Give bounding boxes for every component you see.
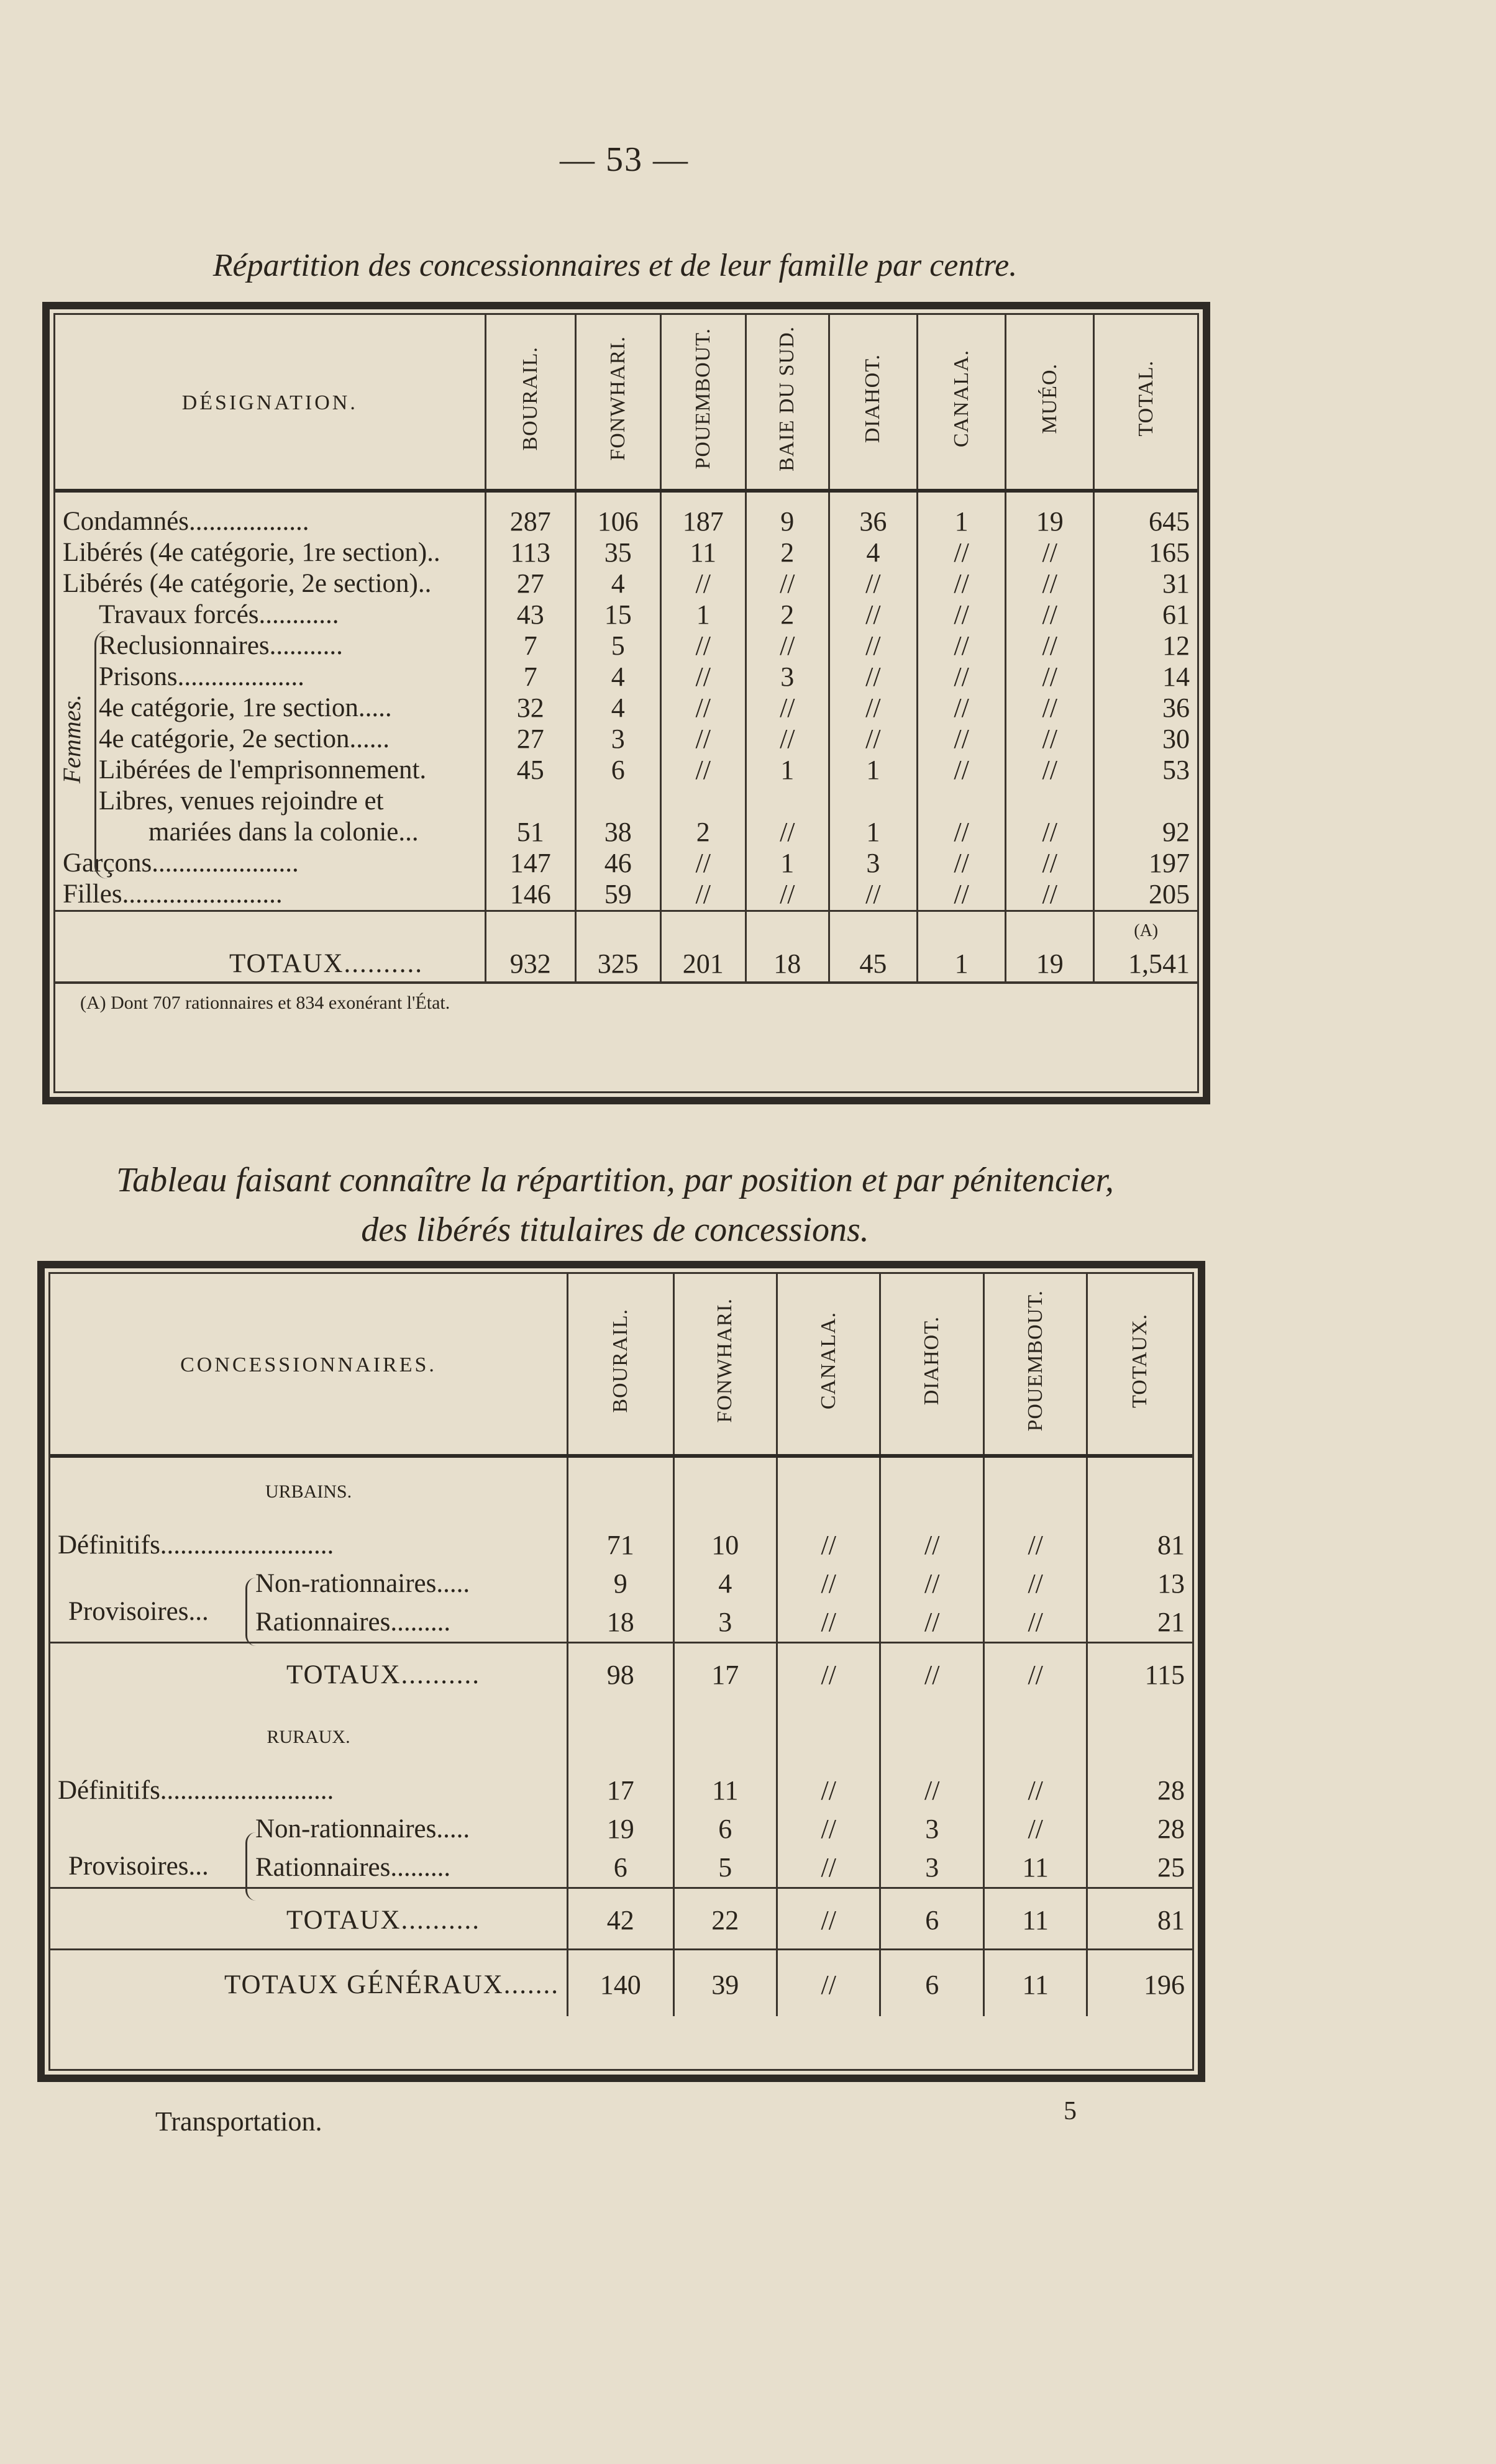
cell-value: // <box>777 1950 880 2017</box>
cell-value: 36 <box>829 491 917 537</box>
cell-value: // <box>777 1603 880 1643</box>
cell-value: // <box>660 693 746 724</box>
cell-value: // <box>746 879 829 911</box>
ruraux-definitifs <box>50 1771 1192 1810</box>
cell-value: 9 <box>568 1565 674 1603</box>
col-bourail: BOURAIL. <box>485 315 575 491</box>
spacer <box>983 1456 1087 1526</box>
cell-value: 36 <box>1094 693 1197 724</box>
spacer <box>1087 1456 1192 1526</box>
cell-value: // <box>660 661 746 693</box>
spacer <box>55 911 485 947</box>
cell-value: 106 <box>575 491 660 537</box>
cell-value: 2 <box>746 599 829 630</box>
cell-value: 1 <box>660 599 746 630</box>
cell-value: 1 <box>746 848 829 879</box>
col-diahot: DIAHOT. <box>829 315 917 491</box>
total-value: 18 <box>746 947 829 981</box>
cell-value: // <box>829 599 917 630</box>
table2-body <box>50 1456 1192 2016</box>
cell-value: 3 <box>575 724 660 755</box>
cell-value: // <box>1006 848 1094 879</box>
cell-value: 1 <box>829 755 917 786</box>
table2-inner <box>48 1272 1194 2071</box>
total-value: 1 <box>918 947 1006 981</box>
cell-value: 19 <box>568 1810 674 1848</box>
row-label: Libérés (4e catégorie, 2e section).. <box>63 569 432 598</box>
total-value: 932 <box>485 947 575 981</box>
ruraux-provisoires-label-brace <box>245 1832 256 1901</box>
ruraux-non-rationnaires <box>50 1810 1192 1848</box>
table1-row <box>55 491 1197 537</box>
cell-value: // <box>983 1810 1087 1848</box>
row-label: Filles........................ <box>63 880 283 909</box>
t2-col-diahot: DIAHOT. <box>880 1274 983 1456</box>
row-label: Condamnés.................. <box>63 507 309 536</box>
cell-value: 287 <box>485 491 575 537</box>
row-label: 4e catégorie, 2e section...... <box>99 724 390 753</box>
col-fonwhari: FONWHARI. <box>575 315 660 491</box>
cell-value: 10 <box>673 1526 777 1565</box>
urbains-totals <box>50 1643 1192 1704</box>
cell-value: 7 <box>485 630 575 661</box>
cell-value: // <box>1006 724 1094 755</box>
cell-value: // <box>777 1565 880 1603</box>
cell-value <box>575 786 660 817</box>
cell-value: 35 <box>575 537 660 568</box>
table1-title: Répartition des concessionnaires et de leur famille par centre. <box>212 248 1018 283</box>
cell-value: // <box>918 755 1006 786</box>
cell-value: 53 <box>1094 755 1197 786</box>
table1-totals-row <box>55 947 1197 981</box>
femmes-brace <box>94 630 107 879</box>
urbains-rationnaires-label: Rationnaires......... <box>255 1607 451 1637</box>
cell-value: // <box>777 1643 880 1704</box>
table2-title-line1: Tableau faisant connaître la répartition, par position et par pénitencier, <box>116 1161 1114 1199</box>
row-label: Libérées de l'emprisonnement. <box>99 755 427 784</box>
cell-value: // <box>1006 661 1094 693</box>
spacer <box>1087 1703 1192 1771</box>
cell-value: 46 <box>575 848 660 879</box>
cell-value: // <box>746 568 829 599</box>
cell-value: // <box>983 1771 1087 1810</box>
cell-value: 2 <box>746 537 829 568</box>
spacer <box>918 911 1006 947</box>
cell-value: // <box>829 630 917 661</box>
cell-value: 11 <box>660 537 746 568</box>
cell-value: 25 <box>1087 1848 1192 1888</box>
table1-row <box>55 599 1197 630</box>
spacer <box>568 1456 674 1526</box>
grand-totals <box>50 1950 1192 2017</box>
ruraux-non-rationnaires-label: Non-rationnaires..... <box>255 1814 470 1843</box>
cell-value: 4 <box>575 568 660 599</box>
row-label: Libérés (4e catégorie, 1re section).. <box>63 538 440 567</box>
cell-value: // <box>1006 630 1094 661</box>
ruraux-rationnaires <box>50 1848 1192 1888</box>
t2-col-totaux: TOTAUX. <box>1087 1274 1192 1456</box>
cell-value: 42 <box>568 1888 674 1950</box>
row-label: Travaux forcés............ <box>99 600 339 629</box>
cell-value: 11 <box>983 1848 1087 1888</box>
cell-value: // <box>777 1888 880 1950</box>
cell-value: 14 <box>1094 661 1197 693</box>
grand-totals-label: TOTAUX GÉNÉRAUX....... <box>50 1950 568 2017</box>
cell-value: 6 <box>673 1810 777 1848</box>
cell-value: 45 <box>485 755 575 786</box>
cell-value: 59 <box>575 879 660 911</box>
cell-value: 4 <box>575 661 660 693</box>
cell-value: 6 <box>880 1950 983 2017</box>
urbains-heading <box>50 1456 1192 1526</box>
cell-value: 61 <box>1094 599 1197 630</box>
cell-value: // <box>983 1565 1087 1603</box>
table2-header-row <box>50 1274 1192 1456</box>
cell-value: 28 <box>1087 1810 1192 1848</box>
col-pouembout: POUEMBOUT. <box>660 315 746 491</box>
footer-transportation: Transportation. <box>155 2106 322 2137</box>
cell-value: // <box>880 1643 983 1704</box>
cell-value: 197 <box>1094 848 1197 879</box>
cell-value: // <box>983 1643 1087 1704</box>
cell-value: // <box>660 879 746 911</box>
urbains-definitifs-label: Définitifs.......................... <box>58 1530 334 1560</box>
table1-inner <box>53 313 1199 1093</box>
cell-value: // <box>660 630 746 661</box>
cell-value: // <box>880 1603 983 1643</box>
cell-value: 11 <box>673 1771 777 1810</box>
cell-value: // <box>918 537 1006 568</box>
table1-row <box>55 568 1197 599</box>
urbains-heading-label: URBAINS. <box>265 1481 352 1502</box>
spacer <box>575 911 660 947</box>
cell-value: 38 <box>575 817 660 848</box>
total-value: 19 <box>1006 947 1094 981</box>
cell-value: 32 <box>485 693 575 724</box>
cell-value: 51 <box>485 817 575 848</box>
cell-value: // <box>660 724 746 755</box>
cell-value: // <box>746 724 829 755</box>
urbains-non-rationnaires <box>50 1565 1192 1603</box>
cell-value: // <box>777 1526 880 1565</box>
spacer <box>777 1703 880 1771</box>
cell-value: 4 <box>673 1565 777 1603</box>
table1-row <box>55 537 1197 568</box>
cell-value: 43 <box>485 599 575 630</box>
cell-value: 27 <box>485 724 575 755</box>
table2-title-line2: des libérés titulaires de concessions. <box>361 1211 869 1249</box>
cell-value: // <box>1006 817 1094 848</box>
cell-value: 19 <box>1006 491 1094 537</box>
col-total: TOTAL. <box>1094 315 1197 491</box>
table1-body <box>55 491 1197 981</box>
cell-value: 3 <box>673 1603 777 1643</box>
cell-value: 13 <box>1087 1565 1192 1603</box>
cell-value: 27 <box>485 568 575 599</box>
table1-frame <box>42 302 1210 1104</box>
cell-value: 4 <box>829 537 917 568</box>
cell-value: 113 <box>485 537 575 568</box>
cell-value: 3 <box>829 848 917 879</box>
cell-value: 645 <box>1094 491 1197 537</box>
cell-value: 15 <box>575 599 660 630</box>
row-label: Reclusionnaires........... <box>99 631 343 660</box>
total-value: 1,541 <box>1094 947 1197 981</box>
ruraux-provisoires-label: Provisoires... <box>68 1852 209 1881</box>
cell-value: // <box>660 755 746 786</box>
cell-value: // <box>746 630 829 661</box>
cell-value: 3 <box>880 1848 983 1888</box>
cell-value: 165 <box>1094 537 1197 568</box>
table1 <box>55 315 1197 981</box>
spacer <box>880 1703 983 1771</box>
cell-value: // <box>829 568 917 599</box>
cell-value: 12 <box>1094 630 1197 661</box>
cell-value: // <box>829 879 917 911</box>
cell-value <box>746 786 829 817</box>
cell-value <box>918 786 1006 817</box>
table1-note-row <box>55 911 1197 947</box>
cell-value: 146 <box>485 879 575 911</box>
cell-value: 3 <box>746 661 829 693</box>
cell-value: // <box>829 693 917 724</box>
cell-value: // <box>918 879 1006 911</box>
table2 <box>50 1274 1192 2016</box>
spacer <box>880 1456 983 1526</box>
cell-value <box>660 786 746 817</box>
cell-value: 2 <box>660 817 746 848</box>
cell-value: 39 <box>673 1950 777 2017</box>
row-label: Libres, venues rejoindre et <box>99 786 384 816</box>
cell-value: // <box>746 693 829 724</box>
cell-value: 22 <box>673 1888 777 1950</box>
cell-value: 81 <box>1087 1888 1192 1950</box>
spacer <box>746 911 829 947</box>
row-label: 4e catégorie, 1re section..... <box>99 693 392 722</box>
cell-value: // <box>1006 693 1094 724</box>
table1-row <box>55 724 1197 755</box>
cell-value: 115 <box>1087 1643 1192 1704</box>
cell-value: 4 <box>575 693 660 724</box>
concessionnaires-header: CONCESSIONNAIRES. <box>50 1274 568 1456</box>
table1-row <box>55 661 1197 693</box>
cell-value: // <box>777 1810 880 1848</box>
cell-value <box>485 786 575 817</box>
table1-row <box>55 817 1197 848</box>
cell-value: 6 <box>568 1848 674 1888</box>
cell-value: 187 <box>660 491 746 537</box>
cell-value: 31 <box>1094 568 1197 599</box>
total-note-marker: (A) <box>1094 911 1197 947</box>
femmes-label: Femmes. <box>58 694 86 784</box>
cell-value: 7 <box>485 661 575 693</box>
footer-sheet-number: 5 <box>1064 2097 1077 2125</box>
ruraux-totals-label: TOTAUX.......... <box>50 1888 568 1950</box>
total-value: 325 <box>575 947 660 981</box>
cell-value: // <box>660 568 746 599</box>
cell-value: 98 <box>568 1643 674 1704</box>
cell-value: // <box>1006 879 1094 911</box>
cell-value: // <box>880 1565 983 1603</box>
cell-value: 17 <box>673 1643 777 1704</box>
cell-value <box>829 786 917 817</box>
urbains-provisoires-label-brace <box>245 1578 256 1646</box>
spacer <box>673 1456 777 1526</box>
cell-value: // <box>918 568 1006 599</box>
urbains-provisoires-label: Provisoires... <box>68 1597 209 1626</box>
urbains-totals-label: TOTAUX.......... <box>50 1643 568 1704</box>
cell-value: 17 <box>568 1771 674 1810</box>
t2-col-bourail: BOURAIL. <box>568 1274 674 1456</box>
table1-footnote: (A) Dont 707 rationnaires et 834 exonérant l'État. <box>55 981 1197 1022</box>
cell-value: 71 <box>568 1526 674 1565</box>
total-value: 45 <box>829 947 917 981</box>
ruraux-definitifs-label: Définitifs.......................... <box>58 1776 334 1805</box>
cell-value: // <box>829 724 917 755</box>
urbains-non-rationnaires-label: Non-rationnaires..... <box>255 1569 470 1598</box>
cell-value: 1 <box>918 491 1006 537</box>
t2-col-pouembout: POUEMBOUT. <box>983 1274 1087 1456</box>
cell-value: 9 <box>746 491 829 537</box>
cell-value: // <box>918 724 1006 755</box>
cell-value: // <box>777 1848 880 1888</box>
row-label: mariées dans la colonie... <box>148 817 419 847</box>
cell-value: 205 <box>1094 879 1197 911</box>
designation-header: DÉSIGNATION. <box>55 315 485 491</box>
table1-header-row <box>55 315 1197 491</box>
ruraux-heading <box>50 1703 1192 1771</box>
cell-value: 28 <box>1087 1771 1192 1810</box>
spacer <box>485 911 575 947</box>
total-value: 201 <box>660 947 746 981</box>
cell-value: 92 <box>1094 817 1197 848</box>
cell-value: 147 <box>485 848 575 879</box>
page-number: — 53 — <box>560 140 689 179</box>
cell-value: 140 <box>568 1950 674 2017</box>
cell-value: 11 <box>983 1950 1087 2017</box>
cell-value: 18 <box>568 1603 674 1643</box>
cell-value: 30 <box>1094 724 1197 755</box>
cell-value: // <box>918 661 1006 693</box>
spacer <box>1006 911 1094 947</box>
cell-value: 81 <box>1087 1526 1192 1565</box>
cell-value: 3 <box>880 1810 983 1848</box>
spacer <box>673 1703 777 1771</box>
cell-value: 5 <box>575 630 660 661</box>
cell-value: 6 <box>880 1888 983 1950</box>
spacer <box>568 1703 674 1771</box>
cell-value <box>1006 786 1094 817</box>
col-canala: CANALA. <box>918 315 1006 491</box>
cell-value: 11 <box>983 1888 1087 1950</box>
spacer <box>829 911 917 947</box>
cell-value: // <box>983 1603 1087 1643</box>
cell-value: // <box>1006 537 1094 568</box>
cell-value: 5 <box>673 1848 777 1888</box>
table1-row <box>55 786 1197 817</box>
ruraux-totals <box>50 1888 1192 1950</box>
cell-value: 6 <box>575 755 660 786</box>
col-mueo: MUÉO. <box>1006 315 1094 491</box>
urbains-definitifs <box>50 1526 1192 1565</box>
row-label: Garçons...................... <box>63 848 299 878</box>
col-baie-du-sud: BAIE DU SUD. <box>746 315 829 491</box>
cell-value: 21 <box>1087 1603 1192 1643</box>
table2-frame <box>37 1261 1205 2082</box>
cell-value: 196 <box>1087 1950 1192 2017</box>
t2-col-canala: CANALA. <box>777 1274 880 1456</box>
ruraux-heading-label: RURAUX. <box>267 1727 350 1747</box>
cell-value: // <box>918 630 1006 661</box>
cell-value: // <box>918 848 1006 879</box>
cell-value: // <box>880 1771 983 1810</box>
table1-row <box>55 879 1197 911</box>
row-label: Prisons................... <box>99 662 304 691</box>
cell-value: // <box>1006 568 1094 599</box>
cell-value: // <box>1006 755 1094 786</box>
cell-value: // <box>918 817 1006 848</box>
cell-value: 1 <box>746 755 829 786</box>
cell-value: // <box>777 1771 880 1810</box>
urbains-rationnaires <box>50 1603 1192 1643</box>
table2-title <box>0 1155 1230 1255</box>
cell-value: // <box>746 817 829 848</box>
cell-value: // <box>660 848 746 879</box>
t2-col-fonwhari: FONWHARI. <box>673 1274 777 1456</box>
spacer <box>777 1456 880 1526</box>
ruraux-rationnaires-label: Rationnaires......... <box>255 1853 451 1882</box>
totals-label: TOTAUX.......... <box>229 949 424 978</box>
cell-value: // <box>1006 599 1094 630</box>
table1-row <box>55 630 1197 661</box>
table1-row <box>55 848 1197 879</box>
cell-value: // <box>829 661 917 693</box>
cell-value: // <box>880 1526 983 1565</box>
cell-value: // <box>983 1526 1087 1565</box>
spacer <box>983 1703 1087 1771</box>
spacer <box>660 911 746 947</box>
cell-value: 1 <box>829 817 917 848</box>
cell-value: // <box>918 599 1006 630</box>
cell-value: // <box>918 693 1006 724</box>
table1-row <box>55 693 1197 724</box>
table1-row <box>55 755 1197 786</box>
cell-value <box>1094 786 1197 817</box>
